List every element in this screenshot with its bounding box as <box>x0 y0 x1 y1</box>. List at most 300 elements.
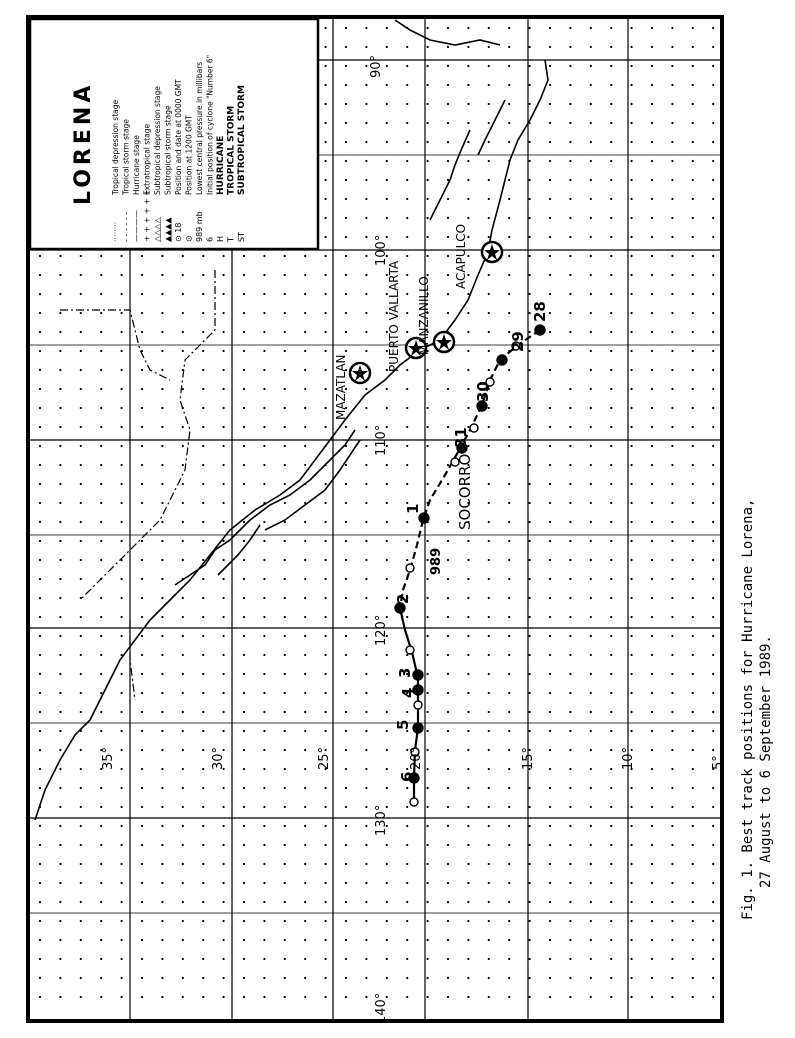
grid-dot <box>427 540 429 542</box>
grid-dot <box>59 483 61 485</box>
grid-dot <box>549 654 551 656</box>
grid-dot <box>345 806 347 808</box>
grid-dot <box>386 654 388 656</box>
grid-dot <box>631 806 633 808</box>
grid-dot <box>651 730 653 732</box>
grid-dot <box>631 27 633 29</box>
grid-dot <box>712 787 714 789</box>
grid-dot <box>365 217 367 219</box>
grid-dot <box>243 445 245 447</box>
grid-dot <box>447 730 449 732</box>
grid-dot <box>692 958 694 960</box>
grid-dot <box>610 939 612 941</box>
grid-dot <box>263 274 265 276</box>
grid-dot <box>161 578 163 580</box>
grid-dot <box>631 711 633 713</box>
grid-dot <box>427 977 429 979</box>
grid-dot <box>59 901 61 903</box>
grid-dot <box>243 901 245 903</box>
grid-dot <box>467 27 469 29</box>
grid-dot <box>569 673 571 675</box>
grid-dot <box>365 160 367 162</box>
grid-dot <box>427 578 429 580</box>
grid-dot <box>488 160 490 162</box>
grid-dot <box>692 407 694 409</box>
grid-dot <box>651 160 653 162</box>
grid-dot <box>141 806 143 808</box>
grid-dot <box>508 255 510 257</box>
grid-dot <box>508 863 510 865</box>
grid-dot <box>141 692 143 694</box>
grid-dot <box>121 597 123 599</box>
grid-dot <box>161 597 163 599</box>
grid-dot <box>161 464 163 466</box>
grid-dot <box>202 996 204 998</box>
grid-dot <box>325 27 327 29</box>
grid-dot <box>508 426 510 428</box>
grid-dot <box>59 920 61 922</box>
grid-dot <box>590 806 592 808</box>
grid-dot <box>121 521 123 523</box>
grid-dot <box>569 825 571 827</box>
grid-dot <box>80 350 82 352</box>
grid-dot <box>692 122 694 124</box>
grid-dot <box>141 844 143 846</box>
grid-dot <box>100 863 102 865</box>
grid-dot <box>610 730 612 732</box>
grid-dot <box>121 293 123 295</box>
grid-dot <box>549 179 551 181</box>
grid-dot <box>202 483 204 485</box>
grid-dot <box>243 616 245 618</box>
grid-dot <box>651 692 653 694</box>
grid-dot <box>325 635 327 637</box>
grid-dot <box>529 483 531 485</box>
grid-dot <box>100 806 102 808</box>
grid-dot <box>651 483 653 485</box>
grid-dot <box>569 293 571 295</box>
grid-dot <box>325 426 327 428</box>
city-label: MANZANILLO <box>417 276 431 355</box>
grid-dot <box>447 711 449 713</box>
legend-entry: Extratropical stage <box>142 123 152 195</box>
grid-dot <box>712 711 714 713</box>
grid-dot <box>692 825 694 827</box>
grid-dot <box>345 312 347 314</box>
legend-symbol: T <box>226 237 236 242</box>
grid-dot <box>141 996 143 998</box>
grid-dot <box>100 977 102 979</box>
grid-dot <box>569 996 571 998</box>
grid-dot <box>467 84 469 86</box>
grid-dot <box>386 198 388 200</box>
legend-entry: HURRICANE <box>216 135 226 195</box>
grid-dot <box>671 445 673 447</box>
grid-dot <box>365 920 367 922</box>
grid-dot <box>610 350 612 352</box>
grid-dot <box>529 521 531 523</box>
grid-dot <box>447 882 449 884</box>
grid-dot <box>549 27 551 29</box>
grid-dot <box>427 103 429 105</box>
grid-dot <box>631 996 633 998</box>
grid-dot <box>100 787 102 789</box>
grid-dot <box>427 711 429 713</box>
grid-dot <box>692 730 694 732</box>
grid-dot <box>651 768 653 770</box>
grid-dot <box>569 331 571 333</box>
grid-dot <box>569 977 571 979</box>
grid-dot <box>529 730 531 732</box>
grid-dot <box>569 540 571 542</box>
grid-dot <box>488 806 490 808</box>
grid-dot <box>488 654 490 656</box>
grid-dot <box>610 84 612 86</box>
grid-dot <box>304 312 306 314</box>
grid-dot <box>549 407 551 409</box>
grid-dot <box>712 654 714 656</box>
grid-dot <box>100 920 102 922</box>
track-point <box>497 355 507 365</box>
legend-entry: TROPICAL STORM <box>226 105 237 195</box>
grid-dot <box>284 635 286 637</box>
grid-dot <box>549 255 551 257</box>
grid-dot <box>141 711 143 713</box>
grid-dot <box>529 255 531 257</box>
grid-dot <box>671 635 673 637</box>
grid-dot <box>182 350 184 352</box>
grid-dot <box>467 711 469 713</box>
grid-dot <box>569 160 571 162</box>
grid-dot <box>304 844 306 846</box>
track-date-label: 30 <box>474 381 492 402</box>
track-date-label: 28 <box>531 301 549 322</box>
grid-dot <box>161 540 163 542</box>
grid-dot <box>141 293 143 295</box>
grid-dot <box>39 787 41 789</box>
grid-dot <box>651 445 653 447</box>
grid-dot <box>610 141 612 143</box>
grid-dot <box>692 312 694 314</box>
grid-dot <box>304 635 306 637</box>
grid-dot <box>631 369 633 371</box>
grid-dot <box>365 464 367 466</box>
grid-dot <box>202 787 204 789</box>
grid-dot <box>284 578 286 580</box>
grid-dot <box>590 445 592 447</box>
grid-dot <box>59 730 61 732</box>
grid-dot <box>590 426 592 428</box>
track-point <box>470 424 478 432</box>
grid-dot <box>671 502 673 504</box>
grid-dot <box>447 84 449 86</box>
grid-dot <box>365 426 367 428</box>
grid-dot <box>569 369 571 371</box>
grid-dot <box>692 445 694 447</box>
grid-dot <box>712 958 714 960</box>
track-point <box>406 646 414 654</box>
grid-dot <box>447 977 449 979</box>
grid-dot <box>488 768 490 770</box>
grid-dot <box>692 616 694 618</box>
grid-dot <box>631 445 633 447</box>
grid-dot <box>569 445 571 447</box>
grid-dot <box>529 673 531 675</box>
grid-dot <box>345 844 347 846</box>
grid-dot <box>80 369 82 371</box>
grid-dot <box>692 882 694 884</box>
grid-dot <box>263 597 265 599</box>
grid-dot <box>406 749 408 751</box>
grid-dot <box>284 711 286 713</box>
grid-dot <box>406 559 408 561</box>
grid-dot <box>529 217 531 219</box>
grid-dot <box>325 730 327 732</box>
grid-dot <box>182 673 184 675</box>
grid-dot <box>243 388 245 390</box>
grid-dot <box>284 977 286 979</box>
grid-dot <box>488 407 490 409</box>
grid-dot <box>182 540 184 542</box>
grid-dot <box>223 255 225 257</box>
grid-dot <box>508 749 510 751</box>
grid-dot <box>284 483 286 485</box>
grid-dot <box>39 711 41 713</box>
grid-dot <box>671 540 673 542</box>
grid-dot <box>590 464 592 466</box>
grid-dot <box>365 863 367 865</box>
grid-dot <box>223 350 225 352</box>
grid-dot <box>651 901 653 903</box>
grid-dot <box>141 977 143 979</box>
grid-dot <box>304 787 306 789</box>
grid-dot <box>631 350 633 352</box>
grid-dot <box>161 673 163 675</box>
grid-dot <box>651 844 653 846</box>
legend-symbol: ▲▲▲▲ <box>163 217 173 242</box>
grid-dot <box>671 407 673 409</box>
grid-dot <box>365 977 367 979</box>
grid-dot <box>141 787 143 789</box>
grid-dot <box>325 996 327 998</box>
grid-dot <box>529 616 531 618</box>
grid-dot <box>325 122 327 124</box>
grid-dot <box>712 901 714 903</box>
grid-dot <box>712 160 714 162</box>
grid-dot <box>712 141 714 143</box>
grid-dot <box>182 806 184 808</box>
grid-dot <box>345 863 347 865</box>
grid-dot <box>447 217 449 219</box>
grid-dot <box>406 825 408 827</box>
grid-dot <box>39 768 41 770</box>
grid-dot <box>80 787 82 789</box>
grid-dot <box>488 426 490 428</box>
grid-dot <box>161 407 163 409</box>
grid-dot <box>141 331 143 333</box>
grid-dot <box>549 141 551 143</box>
grid-dot <box>651 27 653 29</box>
grid-dot <box>365 179 367 181</box>
grid-dot <box>182 958 184 960</box>
grid-dot <box>345 578 347 580</box>
grid-dot <box>651 331 653 333</box>
grid-dot <box>325 369 327 371</box>
grid-dot <box>488 369 490 371</box>
grid-dot <box>631 540 633 542</box>
grid-dot <box>365 141 367 143</box>
pressure-label: 989 <box>429 547 444 575</box>
grid-dot <box>243 977 245 979</box>
grid-dot <box>508 768 510 770</box>
grid-dot <box>182 787 184 789</box>
grid-dot <box>529 293 531 295</box>
grid-dot <box>488 293 490 295</box>
grid-dot <box>712 312 714 314</box>
grid-dot <box>447 293 449 295</box>
grid-dot <box>671 977 673 979</box>
grid-dot <box>569 141 571 143</box>
grid-dot <box>59 426 61 428</box>
grid-dot <box>304 749 306 751</box>
grid-dot <box>447 901 449 903</box>
grid-dot <box>467 198 469 200</box>
grid-dot <box>80 958 82 960</box>
grid-dot <box>223 806 225 808</box>
grid-dot <box>488 27 490 29</box>
grid-dot <box>243 597 245 599</box>
grid-dot <box>447 616 449 618</box>
grid-dot <box>100 654 102 656</box>
grid-dot <box>325 350 327 352</box>
grid-dot <box>182 464 184 466</box>
grid-dot <box>59 255 61 257</box>
grid-dot <box>529 844 531 846</box>
grid-dot <box>284 749 286 751</box>
grid-dot <box>610 122 612 124</box>
grid-dot <box>406 464 408 466</box>
grid-dot <box>223 825 225 827</box>
grid-dot <box>692 578 694 580</box>
grid-dot <box>202 711 204 713</box>
legend-entry: Position at 1200 GMT <box>184 115 194 195</box>
grid-dot <box>202 730 204 732</box>
grid-dot <box>529 863 531 865</box>
grid-dot <box>569 483 571 485</box>
grid-dot <box>467 293 469 295</box>
grid-dot <box>549 483 551 485</box>
grid-dot <box>651 236 653 238</box>
grid-dot <box>427 274 429 276</box>
grid-dot <box>141 274 143 276</box>
grid-dot <box>386 502 388 504</box>
grid-dot <box>631 122 633 124</box>
grid-dot <box>39 692 41 694</box>
grid-dot <box>692 331 694 333</box>
grid-dot <box>467 616 469 618</box>
grid-dot <box>692 350 694 352</box>
city-label: PUERTO VALLARTA <box>387 260 401 372</box>
grid-dot <box>712 464 714 466</box>
grid-dot <box>508 882 510 884</box>
grid-dot <box>325 844 327 846</box>
grid-dot <box>121 673 123 675</box>
grid-dot <box>508 616 510 618</box>
track-date-label: 29 <box>509 331 527 352</box>
grid-dot <box>508 692 510 694</box>
grid-dot <box>182 711 184 713</box>
grid-dot <box>121 635 123 637</box>
grid-dot <box>365 711 367 713</box>
grid-dot <box>651 84 653 86</box>
grid-dot <box>365 236 367 238</box>
grid-dot <box>590 825 592 827</box>
grid-dot <box>488 464 490 466</box>
grid-dot <box>549 920 551 922</box>
grid-dot <box>549 958 551 960</box>
grid-dot <box>182 293 184 295</box>
grid-dot <box>284 597 286 599</box>
city-label: ACAPULCO <box>454 223 468 289</box>
grid-dot <box>610 217 612 219</box>
grid-dot <box>549 293 551 295</box>
grid-dot <box>651 369 653 371</box>
grid-dot <box>304 578 306 580</box>
grid-dot <box>610 977 612 979</box>
grid-dot <box>243 312 245 314</box>
grid-dot <box>202 331 204 333</box>
latitude-label: 15° <box>521 746 536 770</box>
grid-dot <box>59 749 61 751</box>
grid-dot <box>59 673 61 675</box>
grid-dot <box>284 730 286 732</box>
grid-dot <box>712 331 714 333</box>
grid-dot <box>284 673 286 675</box>
grid-dot <box>39 312 41 314</box>
grid-dot <box>549 502 551 504</box>
grid-dot <box>80 673 82 675</box>
grid-dot <box>610 806 612 808</box>
grid-dot <box>161 331 163 333</box>
grid-dot <box>671 749 673 751</box>
grid-dot <box>304 426 306 428</box>
grid-dot <box>692 198 694 200</box>
grid-dot <box>386 141 388 143</box>
grid-dot <box>304 616 306 618</box>
grid-dot <box>284 806 286 808</box>
grid-dot <box>631 863 633 865</box>
grid-dot <box>182 312 184 314</box>
grid-dot <box>447 806 449 808</box>
grid-dot <box>121 692 123 694</box>
grid-dot <box>631 977 633 979</box>
grid-dot <box>590 863 592 865</box>
grid-dot <box>488 578 490 580</box>
grid-dot <box>427 160 429 162</box>
grid-dot <box>325 825 327 827</box>
grid-dot <box>569 350 571 352</box>
grid-dot <box>141 654 143 656</box>
grid-dot <box>182 597 184 599</box>
grid-dot <box>345 198 347 200</box>
grid-dot <box>161 369 163 371</box>
grid-dot <box>386 597 388 599</box>
grid-dot <box>692 920 694 922</box>
grid-dot <box>59 787 61 789</box>
grid-dot <box>263 445 265 447</box>
grid-dot <box>304 274 306 276</box>
caption <box>740 499 774 920</box>
